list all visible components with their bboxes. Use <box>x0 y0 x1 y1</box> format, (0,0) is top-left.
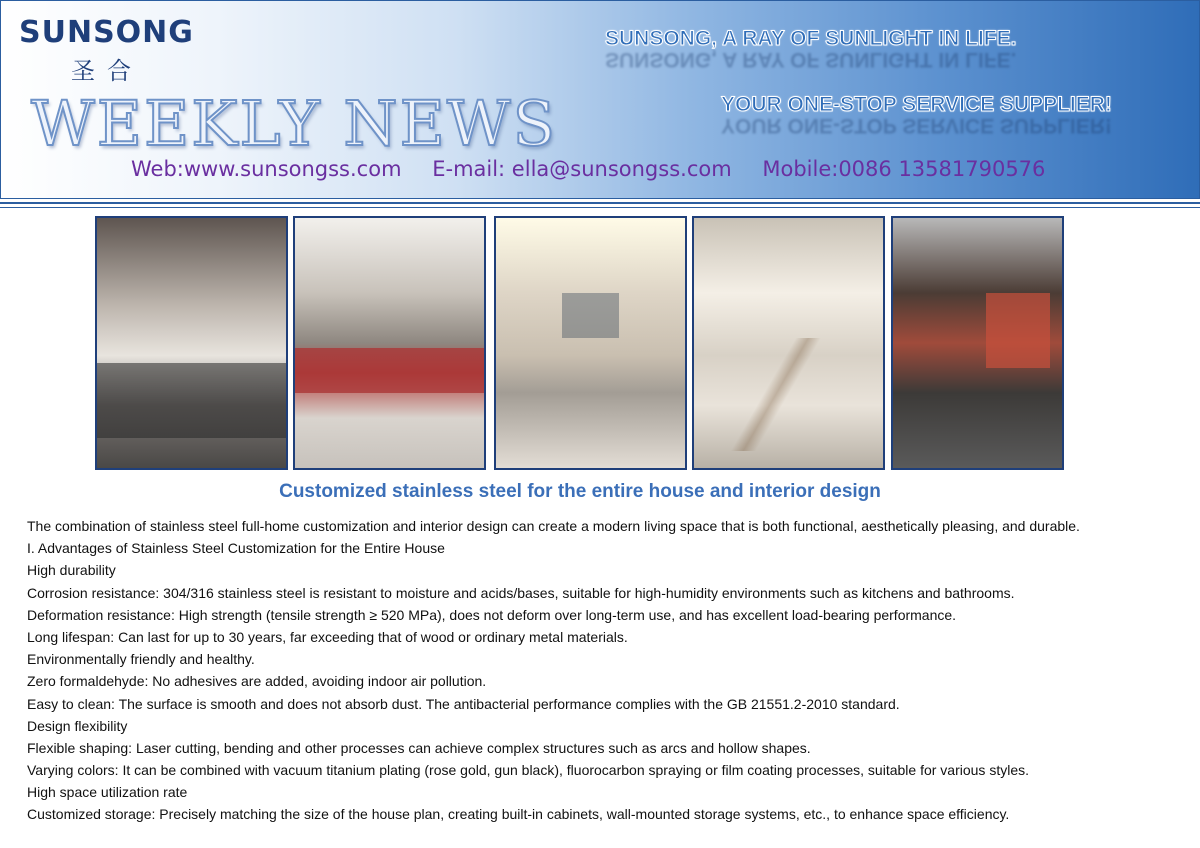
website-link[interactable]: Web:www.sunsongss.com <box>131 157 402 181</box>
sunsong-logo[interactable] <box>19 15 209 85</box>
article-paragraph: Customized storage: Precisely matching the size of the house plan, creating built-in cabinets, wall-mounted storage systems, etc., to enhance space efficiency. <box>27 806 1010 823</box>
beige-kitchen-photo <box>494 216 687 470</box>
slogan-reflection: SUNSONG, A RAY OF SUNLIGHT IN LIFE. <box>605 48 1017 71</box>
email-link[interactable]: E-mail: ella@sunsongss.com <box>432 157 732 181</box>
article-paragraph: Easy to clean: The surface is smooth and does not absorb dust. The antibacterial performance complies with the GB 21551.2-2010 standard. <box>27 695 900 712</box>
article-body <box>27 515 1187 826</box>
red-island-living-photo <box>293 216 486 470</box>
header-divider <box>0 202 1200 204</box>
article-section-heading: I. Advantages of Stainless Steel Customization for the Entire House <box>27 540 445 557</box>
article-subheading: High space utilization rate <box>27 784 188 801</box>
header-banner <box>0 0 1200 199</box>
article-paragraph: Long lifespan: Can last for up to 30 years, far exceeding that of wood or ordinary metal materials. <box>27 628 628 645</box>
mobile-number: Mobile:0086 13581790576 <box>762 157 1046 181</box>
logo-text: SUNSONG <box>19 15 194 50</box>
kitchen-island-photo <box>95 216 288 470</box>
article-paragraph: Deformation resistance: High strength (tensile strength ≥ 520 MPa), does not deform over long-term use, and has excellent load-bearing performance. <box>27 606 957 623</box>
article-paragraph: Varying colors: It can be combined with vacuum titanium plating (rose gold, gun black), fluorocarbon spraying or film coating processes, suitable for various styles. <box>27 762 1029 779</box>
article-paragraph: Flexible shaping: Laser cutting, bending and other processes can achieve complex structures such as arcs and hollow shapes. <box>27 739 811 756</box>
article-subheading: Design flexibility <box>27 717 128 734</box>
marble-floor-kitchen-photo <box>692 216 885 470</box>
slogan-reflection: YOUR ONE-STOP SERVICE SUPPLIER! <box>721 114 1112 137</box>
newsletter-title: WEEKLY NEWS <box>31 87 558 160</box>
article-subheading: High durability <box>27 562 116 579</box>
slogan-sunlight: SUNSONG, A RAY OF SUNLIGHT IN LIFE. <box>605 27 1017 50</box>
slogan-supplier: YOUR ONE-STOP SERVICE SUPPLIER! <box>721 93 1112 116</box>
logo-chinese-text: 圣合 <box>71 57 143 85</box>
walk-in-closet-photo <box>891 216 1064 470</box>
article-paragraph: Zero formaldehyde: No adhesives are added, avoiding indoor air pollution. <box>27 673 487 690</box>
article-headline: Customized stainless steel for the entire house and interior design <box>279 481 881 502</box>
contact-line <box>131 157 1069 181</box>
article-paragraph: The combination of stainless steel full-home customization and interior design can create a modern living space that is both functional, aesthetically pleasing, and durable. <box>27 518 1080 534</box>
article-subheading: Environmentally friendly and healthy. <box>27 651 255 668</box>
article-paragraph: Corrosion resistance: 304/316 stainless steel is resistant to moisture and acids/bases, suitable for high-humidity environments such as kitchens and bathrooms. <box>27 584 1015 601</box>
header-divider-thin <box>0 207 1200 208</box>
